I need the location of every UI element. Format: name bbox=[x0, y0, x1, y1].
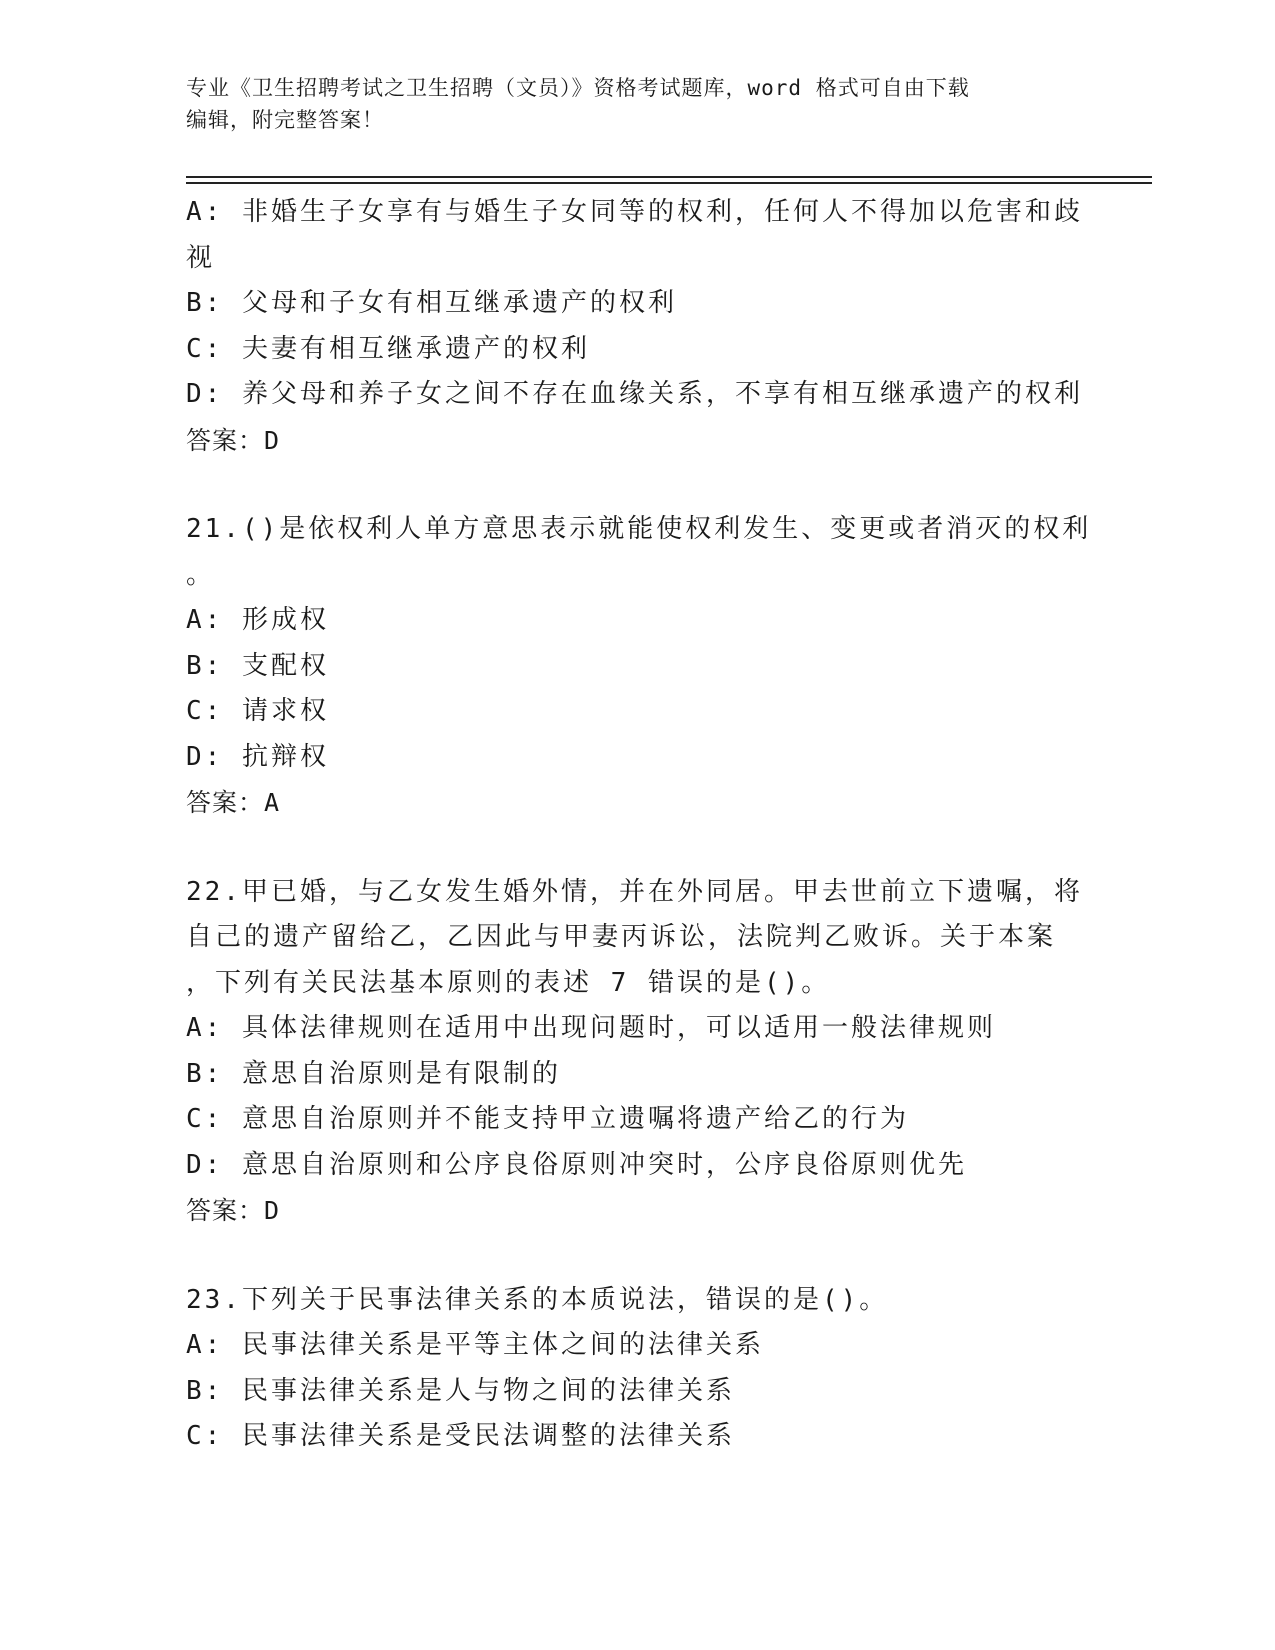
option-d: D: 抗辩权 bbox=[186, 741, 329, 772]
option-b: B: 支配权 bbox=[186, 650, 329, 681]
answer: 答案：A bbox=[186, 788, 281, 817]
answer: 答案：D bbox=[186, 425, 281, 455]
document-header bbox=[186, 72, 1086, 136]
option-a: A: 非婚生子女享有与婚生子女同等的权利，任何人不得加以危害和歧 bbox=[186, 197, 1083, 227]
question-21 bbox=[186, 507, 1092, 826]
option-a-continued: 视 bbox=[186, 242, 216, 273]
header-line-1: 专业《卫生招聘考试之卫生招聘（文员）》资格考试题库，word 格式可自由下载 bbox=[186, 76, 970, 100]
option-c: C: 民事法律关系是受民法调整的法律关系 bbox=[186, 1421, 735, 1451]
option-b: B: 意思自治原则是有限制的 bbox=[186, 1058, 561, 1089]
question-20-options bbox=[186, 190, 1086, 463]
option-b: B: 民事法律关系是人与物之间的法律关系 bbox=[186, 1375, 735, 1406]
header-rule-top bbox=[186, 176, 1152, 178]
question-stem: 22.甲已婚，与乙女发生婚外情，并在外同居。甲去世前立下遗嘱，将 bbox=[186, 876, 1083, 907]
question-23 bbox=[186, 1278, 1086, 1460]
question-stem-continued: ，下列有关民法基本原则的表述 7 错误的是()。 bbox=[186, 967, 831, 998]
question-list bbox=[186, 190, 1092, 1460]
option-d: D: 意思自治原则和公序良俗原则冲突时，公序良俗原则优先 bbox=[186, 1149, 967, 1180]
question-stem: 23.下列关于民事法律关系的本质说法，错误的是()。 bbox=[186, 1284, 889, 1315]
option-d: D: 养父母和养子女之间不存在血缘关系，不享有相互继承遗产的权利 bbox=[186, 379, 1083, 409]
header-rule-bottom bbox=[186, 182, 1152, 184]
option-a: A: 形成权 bbox=[186, 605, 329, 635]
option-a: A: 具体法律规则在适用中出现问题时，可以适用一般法律规则 bbox=[186, 1013, 996, 1043]
header-line-2: 编辑，附完整答案！ bbox=[186, 108, 384, 132]
option-b: B: 父母和子女有相互继承遗产的权利 bbox=[186, 288, 677, 318]
option-a: A: 民事法律关系是平等主体之间的法律关系 bbox=[186, 1330, 764, 1360]
question-22 bbox=[186, 870, 1086, 1234]
question-stem: 21.()是依权利人单方意思表示就能使权利发生、变更或者消灭的权利 bbox=[186, 514, 1092, 544]
option-c: C: 意思自治原则并不能支持甲立遗嘱将遗产给乙的行为 bbox=[186, 1104, 909, 1134]
option-c: C: 夫妻有相互继承遗产的权利 bbox=[186, 333, 590, 364]
answer: 答案：D bbox=[186, 1196, 281, 1225]
question-stem-continued: 。 bbox=[186, 559, 216, 590]
question-stem-continued: 自己的遗产留给乙，乙因此与甲妻丙诉讼，法院判乙败诉。关于本案 bbox=[186, 922, 1057, 952]
option-c: C: 请求权 bbox=[186, 696, 329, 726]
